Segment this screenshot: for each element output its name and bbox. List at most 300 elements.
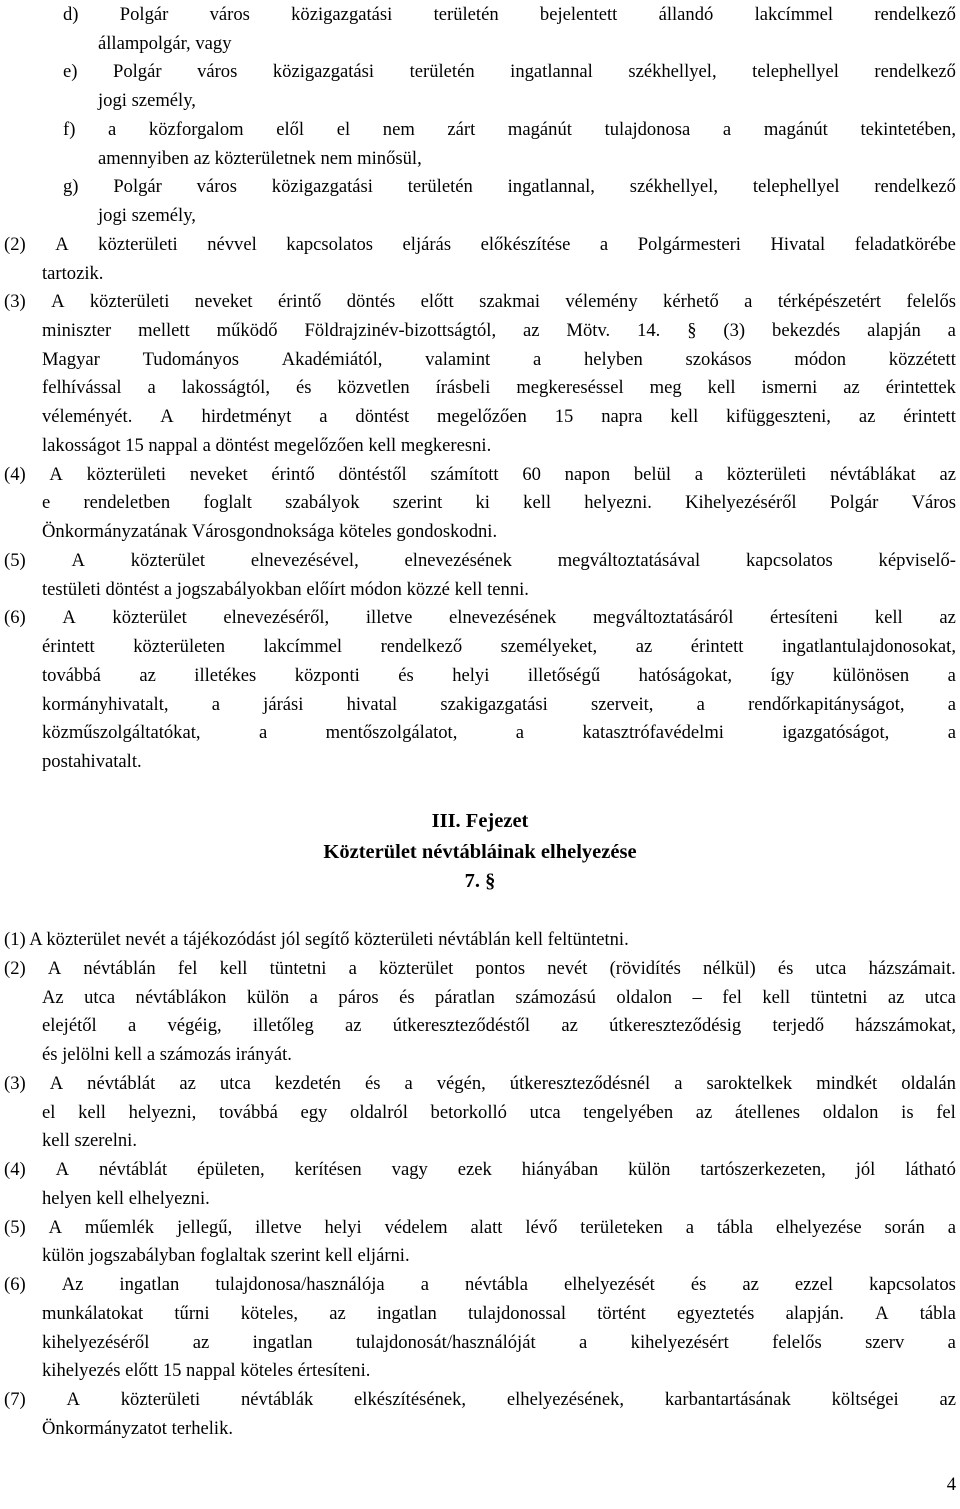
- word: ingatlan: [119, 1274, 180, 1295]
- word: bejelentett: [539, 4, 618, 25]
- word: A: [49, 1073, 64, 1094]
- word: rendeletben: [83, 492, 171, 513]
- word: és: [690, 1274, 707, 1295]
- word: kell: [762, 987, 791, 1008]
- word: utca: [529, 1102, 561, 1123]
- text-line: [42, 1098, 956, 1127]
- word: Tudományos: [142, 349, 239, 370]
- word: f): [63, 119, 76, 140]
- word: továbbá: [218, 1102, 278, 1123]
- word: ki: [475, 492, 490, 513]
- word: A: [160, 406, 174, 427]
- word: területén: [407, 176, 473, 197]
- word: közterületi: [120, 1389, 201, 1410]
- word: igazgatóságot,: [782, 722, 890, 743]
- word: névtáblán: [83, 958, 156, 979]
- word: kifüggeszteni,: [726, 406, 831, 427]
- word: illetékes: [194, 665, 257, 686]
- word: kell: [707, 377, 736, 398]
- word: valamint: [425, 349, 491, 370]
- text-line: amennyiben az közterületnek nem minősül,: [98, 148, 422, 169]
- word: foglalt: [203, 492, 252, 513]
- word: el: [42, 1102, 56, 1123]
- word: továbbá: [42, 665, 101, 686]
- word: Magyar: [42, 349, 100, 370]
- word: napra: [601, 406, 643, 427]
- word: közvetlen: [337, 377, 410, 398]
- word: zárt: [447, 119, 476, 140]
- word: utca: [219, 1073, 251, 1094]
- word: érintettek: [885, 377, 956, 398]
- word: A: [49, 464, 63, 485]
- word: tűrni: [174, 1303, 210, 1324]
- word: rendőrkapitányságot,: [748, 694, 905, 715]
- word: a: [599, 234, 609, 255]
- word: e): [63, 61, 78, 82]
- word: betorkolló: [430, 1102, 507, 1123]
- word: így: [770, 665, 795, 686]
- word: A: [47, 958, 62, 979]
- word: az: [939, 1389, 956, 1410]
- word: névtáblákat: [830, 464, 916, 485]
- word: köteles,: [240, 1303, 299, 1324]
- word: tengelyében: [583, 1102, 674, 1123]
- word: a: [404, 1073, 413, 1094]
- word: az: [695, 1102, 713, 1123]
- word: lévő: [525, 1217, 558, 1238]
- word: illetve: [255, 1217, 302, 1238]
- word: a: [947, 1332, 956, 1353]
- word: tulajdonosa/használója: [215, 1274, 385, 1295]
- word: látható: [905, 1159, 956, 1180]
- word: hivatal: [346, 694, 398, 715]
- text-line: és jelölni kell a számozás irányát.: [42, 1044, 292, 1065]
- word: elejétől: [42, 1015, 97, 1036]
- word: döntéstől: [338, 464, 407, 485]
- word: lakosságtól,: [181, 377, 270, 398]
- word: neveket: [194, 291, 253, 312]
- word: kezdetén: [274, 1073, 341, 1094]
- word: névtáblát: [87, 1073, 156, 1094]
- word: értesíteni: [770, 607, 839, 628]
- word: szerveit,: [590, 694, 654, 715]
- word: tulajdonosát/használóját: [355, 1332, 536, 1353]
- word: személyeket,: [500, 636, 598, 657]
- word: rendelkező: [380, 636, 463, 657]
- word: térképészetért: [777, 291, 882, 312]
- section-number: 7. §: [464, 870, 496, 892]
- word: nevét: [547, 958, 588, 979]
- word: szakmai: [479, 291, 540, 312]
- word: képviselő-: [878, 550, 956, 571]
- word: Polgár: [119, 4, 169, 25]
- word: a: [696, 694, 705, 715]
- word: ingatlan: [376, 1303, 437, 1324]
- text-line: [4, 546, 956, 575]
- word: döntés: [346, 291, 396, 312]
- word: A: [62, 607, 76, 628]
- word: tekintetében,: [860, 119, 956, 140]
- word: a: [348, 958, 357, 979]
- word: az: [887, 987, 905, 1008]
- text-line: [4, 954, 956, 983]
- word: az: [345, 1015, 362, 1036]
- text-line: [42, 316, 956, 345]
- word: szabályok: [285, 492, 360, 513]
- word: a: [108, 119, 117, 140]
- word: telephellyel: [752, 61, 839, 82]
- text-line: [42, 661, 956, 690]
- text-line: Önkormányzatot terhelik.: [42, 1418, 234, 1439]
- word: ezzel: [794, 1274, 834, 1295]
- word: elnevezéséről,: [223, 607, 330, 628]
- word: és: [777, 958, 794, 979]
- word: közterületi: [98, 234, 178, 255]
- word: műemlék: [84, 1217, 155, 1238]
- word: kapcsolatos: [746, 550, 833, 571]
- word: (6): [4, 1274, 26, 1295]
- text-line: [42, 402, 956, 431]
- text-line: [4, 1155, 956, 1184]
- word: az: [523, 320, 540, 341]
- word: A: [875, 1303, 889, 1324]
- text-line: (1) A közterület nevét a tájékozódást jól segítő közterületi névtáblán kell feltüntetni.: [4, 929, 629, 950]
- word: nélkül): [703, 958, 756, 979]
- word: (4): [4, 1159, 26, 1180]
- word: székhellyel,: [628, 61, 717, 82]
- word: tábla: [919, 1303, 956, 1324]
- word: útkereszteződésig: [609, 1015, 742, 1036]
- word: 15: [554, 406, 574, 427]
- word: Város: [911, 492, 956, 513]
- word: érintett: [42, 636, 95, 657]
- word: belül: [633, 464, 672, 485]
- word: elnevezésének: [404, 550, 512, 571]
- word: véleményét.: [42, 406, 133, 427]
- word: végén,: [436, 1073, 486, 1094]
- text-line: [4, 1069, 956, 1098]
- word: előtt: [420, 291, 454, 312]
- word: pontos: [475, 958, 526, 979]
- word: névvel: [207, 234, 257, 255]
- word: alapján: [867, 320, 921, 341]
- word: területeken: [580, 1217, 663, 1238]
- word: helyezni,: [128, 1102, 197, 1123]
- text-line: külön jogszabályban foglaltak szerint kell eljárni.: [42, 1245, 410, 1266]
- word: módon: [794, 349, 847, 370]
- word: közzétett: [888, 349, 956, 370]
- word: végéig,: [167, 1015, 222, 1036]
- text-line: [4, 1213, 956, 1242]
- word: hirdetményt: [201, 406, 292, 427]
- text-line: [42, 718, 956, 747]
- word: az: [139, 665, 156, 686]
- word: (3): [4, 291, 26, 312]
- word: ismerni: [761, 377, 818, 398]
- word: fel: [722, 987, 742, 1008]
- text-line: [42, 983, 956, 1012]
- text-line: [42, 373, 956, 402]
- word: mindkét: [816, 1073, 878, 1094]
- word: kell: [219, 958, 248, 979]
- word: érintő: [271, 464, 315, 485]
- word: fel: [177, 958, 198, 979]
- word: ingatlannal,: [507, 176, 595, 197]
- word: (3): [4, 1073, 26, 1094]
- word: az: [858, 406, 876, 427]
- word: kihelyezésért: [630, 1332, 729, 1353]
- word: területén: [409, 61, 475, 82]
- word: megváltoztatásával: [557, 550, 701, 571]
- word: munkálatokat: [42, 1303, 144, 1324]
- text-line: [63, 0, 956, 29]
- word: a: [947, 1217, 956, 1238]
- word: egy: [300, 1102, 328, 1123]
- word: A: [66, 1389, 80, 1410]
- word: Az: [42, 987, 64, 1008]
- text-line: [4, 230, 956, 259]
- word: (5): [4, 550, 26, 571]
- word: névtábla: [464, 1274, 528, 1295]
- word: megkereséssel: [516, 377, 624, 398]
- text-line: jogi személy,: [98, 205, 196, 226]
- word: alatt: [470, 1217, 503, 1238]
- word: megelőzően: [437, 406, 527, 427]
- word: A: [51, 291, 65, 312]
- word: illetőleg: [252, 1015, 314, 1036]
- page-number: 4: [946, 1474, 956, 1495]
- word: megváltoztatásáról: [592, 607, 734, 628]
- text-line: tartozik.: [42, 263, 104, 284]
- word: magánút: [507, 119, 572, 140]
- word: alapján.: [785, 1303, 844, 1324]
- word: feladatkörébe: [854, 234, 956, 255]
- word: Polgármesteri: [637, 234, 741, 255]
- word: számított: [430, 464, 499, 485]
- word: közterület: [378, 958, 454, 979]
- text-line: jogi személy,: [98, 90, 196, 111]
- word: az: [843, 377, 860, 398]
- word: tulajdonosa: [604, 119, 691, 140]
- word: (6): [4, 607, 26, 628]
- word: házszámait.: [868, 958, 956, 979]
- word: a: [694, 464, 704, 485]
- word: A: [55, 234, 69, 255]
- word: a: [579, 1332, 588, 1353]
- text-line: helyen kell elhelyezni.: [42, 1188, 210, 1209]
- word: közműszolgáltatókat,: [42, 722, 201, 743]
- word: döntést: [355, 406, 410, 427]
- word: el: [336, 119, 351, 140]
- word: A: [71, 550, 85, 571]
- word: a: [685, 1217, 695, 1238]
- word: utca: [84, 987, 116, 1008]
- word: érintő: [277, 291, 322, 312]
- word: egyeztetés: [676, 1303, 755, 1324]
- word: kapcsolatos: [869, 1274, 956, 1295]
- word: és: [295, 377, 312, 398]
- word: útkereszteződésnél: [509, 1073, 651, 1094]
- word: felelős: [772, 1332, 822, 1353]
- word: ingatlantulajdonosokat,: [781, 636, 956, 657]
- word: páratlan: [435, 987, 495, 1008]
- word: a: [947, 722, 956, 743]
- word: magánút: [763, 119, 828, 140]
- word: Akadémiától,: [281, 349, 383, 370]
- word: ezek: [457, 1159, 492, 1180]
- word: miniszter: [42, 320, 112, 341]
- word: és: [364, 1073, 381, 1094]
- word: illetőségű: [527, 665, 601, 686]
- word: történt: [597, 1303, 646, 1324]
- word: székhellyel,: [629, 176, 718, 197]
- word: járási: [263, 694, 304, 715]
- word: helyi: [452, 665, 490, 686]
- word: számozású: [515, 987, 596, 1008]
- word: átellenes: [734, 1102, 801, 1123]
- word: e: [42, 492, 51, 513]
- word: külön: [628, 1159, 671, 1180]
- text-line: [4, 1270, 956, 1299]
- word: érintett: [903, 406, 956, 427]
- word: közigazgatási: [271, 176, 373, 197]
- word: A: [55, 1159, 70, 1180]
- word: Kihelyezéséről: [685, 492, 797, 513]
- word: az: [635, 636, 653, 657]
- word: működő: [216, 320, 278, 341]
- text-line: [42, 1328, 956, 1357]
- word: (7): [4, 1389, 26, 1410]
- text-line: [42, 345, 956, 374]
- word: rendelkező: [874, 176, 956, 197]
- word: közforgalom: [148, 119, 244, 140]
- word: kell: [670, 406, 699, 427]
- word: elnevezésével,: [250, 550, 359, 571]
- word: város: [196, 176, 237, 197]
- word: rendelkező: [874, 61, 956, 82]
- word: g): [63, 176, 79, 197]
- word: kell: [78, 1102, 106, 1123]
- word: kell: [523, 492, 552, 513]
- word: katasztrófavédelmi: [582, 722, 724, 743]
- word: napon: [564, 464, 611, 485]
- word: a: [127, 1015, 137, 1036]
- word: a: [674, 1073, 683, 1094]
- word: oldalon: [616, 987, 673, 1008]
- word: mellett: [138, 320, 190, 341]
- word: tüntetni: [269, 958, 327, 979]
- word: is: [901, 1102, 914, 1123]
- word: utca: [815, 958, 847, 979]
- word: jól: [855, 1159, 876, 1180]
- word: elkészítésének,: [354, 1389, 467, 1410]
- word: közterület: [112, 607, 187, 628]
- word: oldalán: [901, 1073, 956, 1094]
- word: oldalról: [350, 1102, 408, 1123]
- word: szokásos: [685, 349, 752, 370]
- word: Az: [61, 1274, 84, 1295]
- word: felhívással: [42, 377, 122, 398]
- word: írásbeli: [435, 377, 491, 398]
- word: Polgár: [113, 176, 162, 197]
- word: az: [939, 607, 956, 628]
- word: vagy: [391, 1159, 428, 1180]
- text-line: [4, 460, 956, 489]
- word: a: [515, 722, 525, 743]
- word: (2): [4, 234, 26, 255]
- word: az: [939, 464, 956, 485]
- text-line: [4, 603, 956, 632]
- text-line: állampolgár, vagy: [98, 33, 232, 54]
- word: az: [179, 1073, 196, 1094]
- word: d): [63, 4, 79, 25]
- word: (4): [4, 464, 26, 485]
- word: a: [744, 291, 753, 312]
- word: Hivatal: [770, 234, 826, 255]
- word: házszámokat,: [855, 1015, 956, 1036]
- word: telephellyel: [752, 176, 840, 197]
- word: tulajdonossal: [467, 1303, 567, 1324]
- word: tábla: [716, 1217, 754, 1238]
- text-line: [42, 488, 956, 517]
- word: szakigazgatási: [440, 694, 548, 715]
- word: város: [209, 4, 250, 25]
- word: a: [309, 987, 318, 1008]
- word: névtáblák: [240, 1389, 314, 1410]
- chapter-heading: III. Fejezet: [431, 810, 529, 832]
- word: Polgár: [829, 492, 879, 513]
- word: páros: [338, 987, 379, 1008]
- word: az: [561, 1015, 578, 1036]
- word: 60: [522, 464, 541, 485]
- word: (5): [4, 1217, 26, 1238]
- word: mentőszolgálatot,: [325, 722, 458, 743]
- word: a: [947, 694, 956, 715]
- word: közigazgatási: [272, 61, 375, 82]
- text-line: [63, 115, 956, 144]
- word: hiányában: [521, 1159, 599, 1180]
- word: helyezni.: [584, 492, 652, 513]
- word: és: [399, 987, 415, 1008]
- word: kérhető: [663, 291, 719, 312]
- word: lakcímmel: [263, 636, 343, 657]
- word: Polgár: [112, 61, 162, 82]
- word: elhelyezésének,: [506, 1389, 625, 1410]
- word: jellegű,: [177, 1217, 233, 1238]
- word: (2): [4, 958, 26, 979]
- word: terjedő: [772, 1015, 825, 1036]
- word: a: [722, 119, 732, 140]
- word: az: [742, 1274, 759, 1295]
- word: az: [192, 1332, 210, 1353]
- word: rendelkező: [874, 4, 956, 25]
- word: központi: [294, 665, 360, 686]
- word: elnevezésének: [448, 607, 557, 628]
- word: helyi: [324, 1217, 362, 1238]
- word: (3): [723, 320, 746, 341]
- word: fel: [936, 1102, 956, 1123]
- word: oldalon: [822, 1102, 879, 1123]
- word: az: [329, 1303, 346, 1324]
- word: közterület: [130, 550, 206, 571]
- word: Földrajzinév-bizottságtól,: [304, 320, 497, 341]
- word: tüntetni: [810, 987, 868, 1008]
- word: előkészítése: [480, 234, 571, 255]
- word: nem: [382, 119, 415, 140]
- text-line: [42, 1011, 956, 1040]
- word: a: [532, 349, 542, 370]
- word: ingatlan: [252, 1332, 313, 1353]
